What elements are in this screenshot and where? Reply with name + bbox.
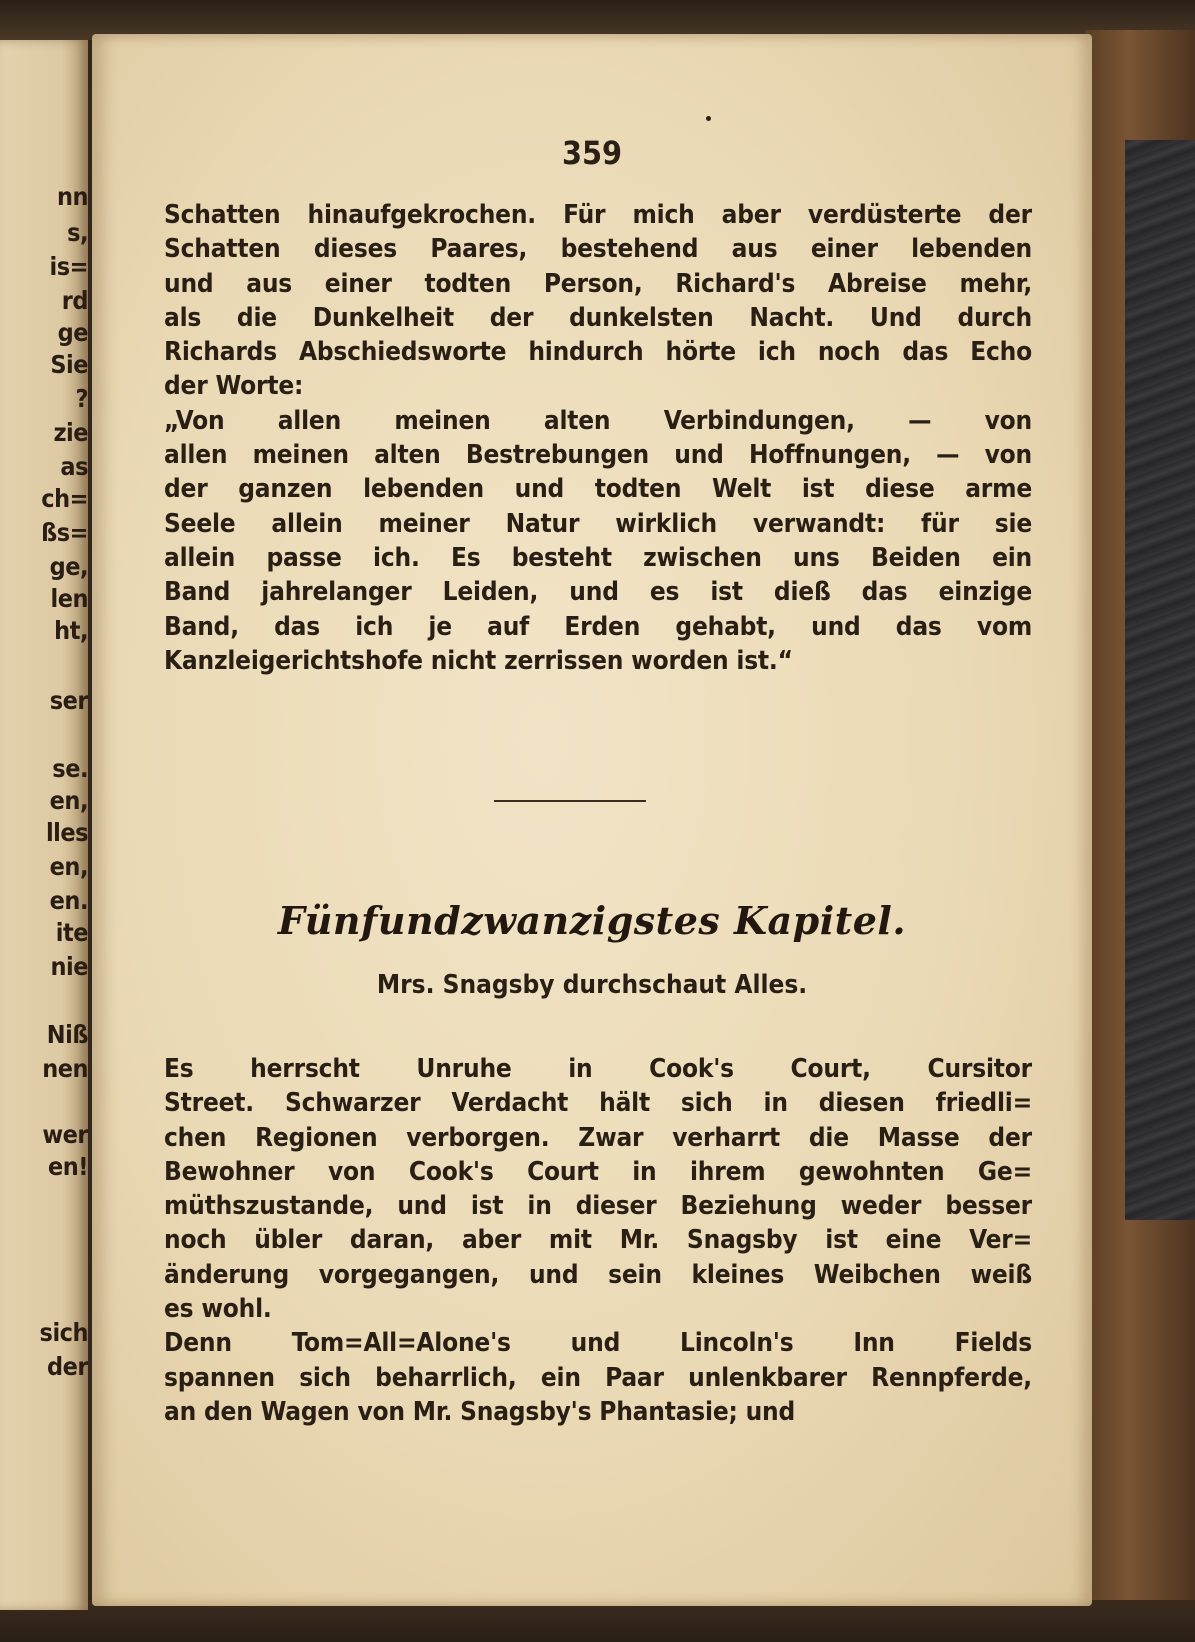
left-page-text-fragment: wer: [42, 1120, 88, 1149]
ink-speck: [706, 116, 711, 121]
left-page-text-fragment: der: [47, 1352, 88, 1381]
text-line: allein passe ich. Es besteht zwischen uns Beiden ein: [164, 542, 1032, 573]
left-page-text-fragment: se.: [52, 754, 88, 783]
left-page-text-fragment: ßs=: [41, 518, 88, 547]
left-page-text-fragment: lles: [45, 818, 88, 847]
text-line: als die Dunkelheit der dunkelsten Nacht. Und durch: [164, 302, 1032, 333]
left-page-text-fragment: nie: [50, 952, 88, 981]
text-line: noch übler daran, aber mit Mr. Snagsby ist eine Ver=: [164, 1225, 1032, 1256]
text-block-lower: [164, 1052, 1032, 1429]
text-line: Es herrscht Unruhe in Cook's Court, Cursitor: [164, 1054, 1032, 1084]
left-page-text-fragment: nn: [56, 182, 88, 211]
marbled-board: [1125, 140, 1195, 1220]
text-line: an den Wagen von Mr. Snagsby's Phantasie; und: [164, 1396, 796, 1427]
text-line: allen meinen alten Bestrebungen und Hoffnungen, — von: [164, 440, 1032, 471]
left-page-text-fragment: en.: [49, 886, 88, 915]
left-page-text-fragment: zie: [53, 418, 88, 447]
left-page-text-fragment: en,: [49, 786, 88, 815]
text-line: Schatten dieses Paares, bestehend aus einer lebenden: [164, 234, 1032, 265]
text-line: Band jahrelanger Leiden, und es ist dieß das einzige: [164, 577, 1032, 608]
left-page-text-fragment: en,: [49, 852, 88, 881]
book-cover-right: [1085, 30, 1195, 1642]
text-line: „Von allen meinen alten Verbindungen, — von: [164, 405, 1032, 436]
left-page-text-fragment: ite: [55, 918, 88, 947]
section-divider: [494, 800, 646, 802]
left-page-text-fragment: ch=: [41, 484, 88, 513]
text-line: es wohl.: [164, 1294, 272, 1325]
left-page-text-fragment: s,: [67, 218, 88, 247]
text-block-upper: [164, 198, 1032, 678]
left-facing-page: [0, 40, 88, 1610]
left-page-text-fragment: ?: [75, 384, 88, 413]
text-line: Street. Schwarzer Verdacht hält sich in diesen friedli=: [164, 1088, 1032, 1119]
left-page-text-fragment: is=: [49, 252, 88, 281]
text-line: änderung vorgegangen, und sein kleines Weibchen weiß: [164, 1259, 1032, 1290]
chapter-title: Fünfundzwanzigstes Kapitel.: [277, 898, 907, 943]
left-page-text-fragment: nen: [42, 1054, 88, 1083]
text-line: Band, das ich je auf Erden gehabt, und das vom: [164, 611, 1032, 642]
left-page-text-fragment: ge,: [49, 552, 88, 581]
left-page-text-fragment: ge: [57, 318, 88, 347]
left-page-text-fragment: sich: [39, 1318, 88, 1347]
text-line: Richards Abschiedsworte hindurch hörte ich noch das Echo: [164, 337, 1032, 368]
text-line: und aus einer todten Person, Richard's Abreise mehr,: [164, 268, 1032, 299]
text-line: Bewohner von Cook's Court in ihrem gewohnten Ge=: [164, 1156, 1032, 1187]
text-line: Kanzleigerichtshofe nicht zerrissen worden ist.“: [164, 645, 793, 676]
book-cover-bottom: [0, 1600, 1195, 1642]
text-line: Seele allein meiner Natur wirklich verwandt: für sie: [164, 508, 1032, 539]
text-line: chen Regionen verborgen. Zwar verharrt die Masse der: [164, 1122, 1032, 1153]
chapter-subtitle: Mrs. Snagsby durchschaut Alles.: [376, 970, 808, 1000]
left-page-text-fragment: Niß: [46, 1020, 88, 1049]
text-line: Schatten hinaufgekrochen. Für mich aber verdüsterte der: [164, 200, 1032, 230]
left-page-text-fragment: ser: [49, 686, 88, 715]
text-line: spannen sich beharrlich, ein Paar unlenkbarer Rennpferde,: [164, 1362, 1032, 1393]
left-page-text-fragment: en!: [47, 1152, 88, 1181]
left-page-text-fragment: len: [50, 584, 88, 613]
text-line: der Worte:: [164, 371, 304, 402]
left-page-text-fragment: ht,: [54, 616, 88, 645]
text-line: müthszustande, und ist in dieser Beziehung weder besser: [164, 1191, 1032, 1222]
page-number: 359: [561, 134, 623, 172]
left-page-text-fragment: rd: [61, 286, 88, 315]
left-page-text-fragment: Sie: [50, 350, 88, 379]
left-page-text-fragment: as: [60, 452, 88, 481]
text-line: Denn Tom=All=Alone's und Lincoln's Inn Fields: [164, 1328, 1032, 1359]
text-line: der ganzen lebenden und todten Welt ist diese arme: [164, 474, 1032, 505]
right-page: [92, 34, 1092, 1606]
